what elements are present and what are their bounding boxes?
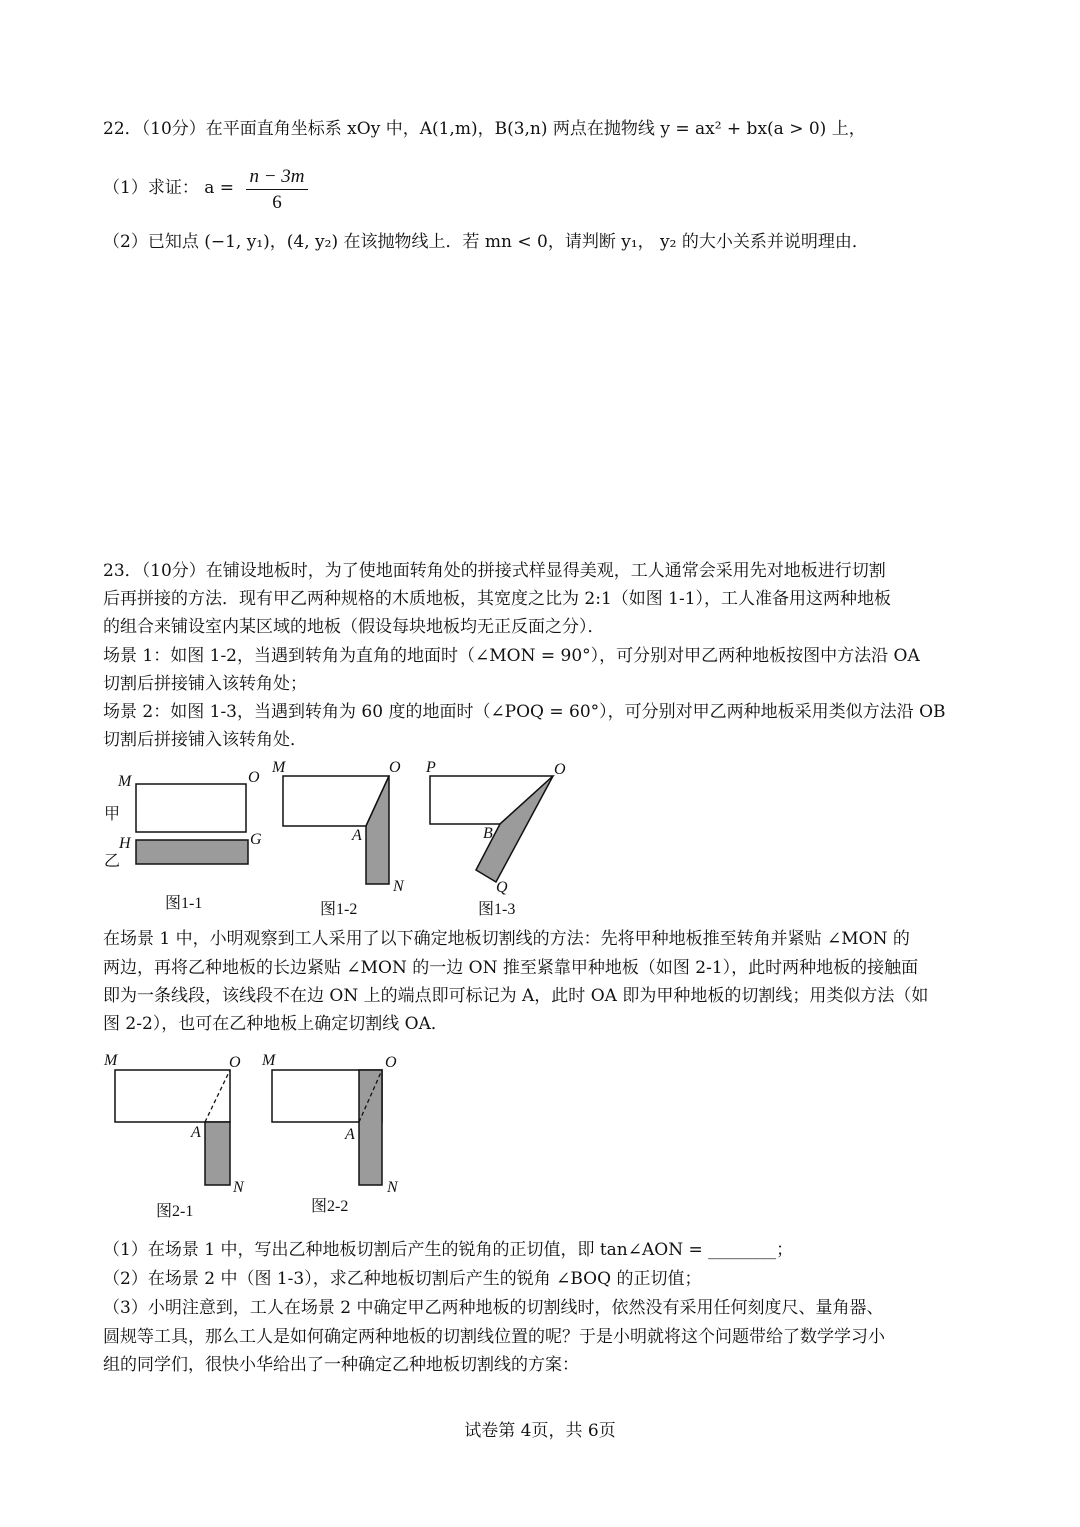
q23-sub-3-line-3: 组的同学们，很快小华给出了一种确定乙种地板切割线的方案： [103, 1355, 579, 1375]
q23-sub-3-line-1: （3）小明注意到，工人在场景 2 中确定甲乙两种地板的切割线时，依然没有采用任何刻度尺、量角器、 [103, 1298, 884, 1318]
label-O: O [248, 769, 260, 786]
label-jia: 甲 [104, 806, 121, 823]
caption-1-3: 图1-3 [478, 901, 516, 918]
q23-para2-line-3: 即为一条线段，该线段不在边 ON 上的端点即可标记为 A，此时 OA 即为甲种地板的切割线；用类似方法（如 [103, 986, 929, 1006]
q23-line-4: 场景 1：如图 1-2，当遇到转角为直角的地面时（∠MON = 90°），可分别对甲乙两种地板按图中方法沿 OA [103, 646, 920, 666]
q23-line-1: 23．（10分）在铺设地板时，为了使地面转角处的拼接式样显得美观，工人通常会采用先对地板进行切割 [103, 561, 886, 581]
q22-part2: （2）已知点 (−1, y₁)，(4, y₂) 在该抛物线上．若 mn < 0，请判断 y₁， y₂ 的大小关系并说明理由． [103, 232, 869, 252]
label-A: A [191, 1124, 201, 1141]
page-footer: 试卷第 4页，共 6页 [464, 1421, 616, 1441]
label-P: P [426, 759, 436, 776]
label-H: H [119, 835, 131, 852]
q22-title: 22．（10分）在平面直角坐标系 xOy 中，A(1,m)，B(3,n) 两点在抛物线 y = ax² + bx(a > 0) 上， [103, 119, 866, 139]
label-yi: 乙 [104, 853, 121, 870]
q23-line-3: 的组合来铺设室内某区域的地板（假设每块地板均无正反面之分）． [103, 617, 605, 637]
figure-2-1 [103, 1052, 245, 1220]
label-O: O [385, 1054, 397, 1071]
q22-fraction [246, 166, 308, 214]
label-N: N [387, 1179, 398, 1196]
caption-1-1: 图1-1 [165, 895, 203, 912]
q23-para2-line-1: 在场景 1 中，小明观察到工人采用了以下确定地板切割线的方法：先将甲种地板推至转角并紧贴 ∠MON 的 [103, 929, 910, 949]
label-Q: Q [496, 879, 508, 896]
caption-1-2: 图1-2 [320, 901, 358, 918]
figure-1-2 [271, 759, 405, 918]
figures-row-2 [0, 1046, 1080, 1226]
label-G: G [250, 831, 262, 848]
q23-para2-line-4: 图 2-2），也可在乙种地板上确定切割线 OA． [103, 1014, 448, 1034]
fraction-numerator: n − 3m [246, 166, 308, 190]
label-O: O [389, 759, 401, 776]
q22-part1-prefix: （1）求证： a = [103, 178, 235, 198]
q23-sub-3-line-2: 圆规等工具，那么工人是如何确定两种地板的切割线位置的呢？于是小明就将这个问题带给了数学学习小 [103, 1327, 885, 1347]
label-M: M [104, 1052, 118, 1069]
label-N: N [393, 878, 404, 895]
figure-2-2 [261, 1052, 399, 1215]
q23-line-7: 切割后拼接铺入该转角处． [103, 730, 307, 750]
label-O: O [229, 1054, 241, 1071]
label-M: M [118, 773, 132, 790]
label-B: B [483, 825, 493, 842]
label-A: A [352, 827, 362, 844]
caption-2-1: 图2-1 [156, 1203, 194, 1220]
caption-2-2: 图2-2 [311, 1198, 349, 1215]
q23-sub-2: （2）在场景 2 中（图 1-3），求乙种地板切割后产生的锐角 ∠BOQ 的正切值； [103, 1269, 702, 1289]
figure-1-1 [104, 769, 262, 912]
q23-line-5: 切割后拼接铺入该转角处； [103, 674, 307, 694]
fraction-denominator: 6 [272, 192, 282, 213]
label-A: A [345, 1126, 355, 1143]
q23-line-2: 后再拼接的方法．现有甲乙两种规格的木质地板，其宽度之比为 2:1（如图 1-1），工人准备用这两种地板 [103, 589, 892, 609]
q23-para2-line-2: 两边，再将乙种地板的长边紧贴 ∠MON 的一边 ON 推至紧靠甲种地板（如图 2-1），此时两种地板的接触面 [103, 958, 919, 978]
label-N: N [233, 1179, 244, 1196]
q23-line-6: 场景 2：如图 1-3，当遇到转角为 60 度的地面时（∠POQ = 60°），可分别对甲乙两种地板采用类似方法沿 OB [103, 702, 946, 722]
label-M: M [262, 1052, 276, 1069]
figures-row-1 [0, 752, 1080, 922]
label-O: O [554, 761, 566, 778]
q23-sub-1: （1）在场景 1 中，写出乙种地板切割后产生的锐角的正切值，即 tan∠AON = ________； [103, 1240, 794, 1260]
figure-1-3 [425, 759, 566, 918]
label-M: M [272, 759, 286, 776]
